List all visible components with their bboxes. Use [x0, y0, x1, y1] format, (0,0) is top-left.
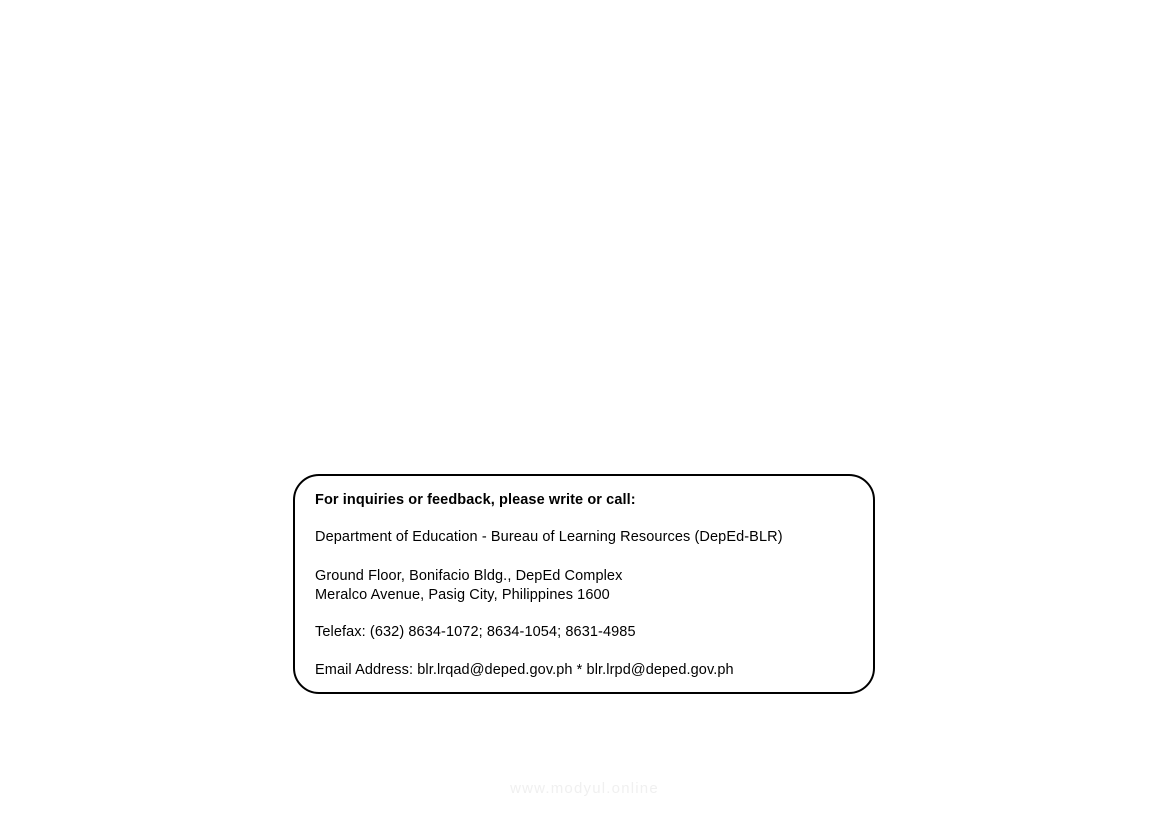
contact-email: Email Address: blr.lrqad@deped.gov.ph * blr.lrpd@deped.gov.ph — [315, 661, 734, 678]
contact-telefax: Telefax: (632) 8634-1072; 8634-1054; 8631-4985 — [315, 623, 636, 640]
contact-address-line-2: Meralco Avenue, Pasig City, Philippines 1600 — [315, 586, 610, 603]
page-watermark: www.modyul.online — [510, 780, 659, 797]
contact-box-content — [315, 492, 857, 680]
contact-information-box — [293, 474, 875, 694]
contact-address-line-1: Ground Floor, Bonifacio Bldg., DepEd Complex — [315, 567, 623, 584]
contact-organization: Department of Education - Bureau of Learning Resources (DepEd-BLR) — [315, 529, 783, 546]
contact-heading: For inquiries or feedback, please write or call: — [315, 492, 636, 508]
contact-address — [315, 567, 857, 605]
